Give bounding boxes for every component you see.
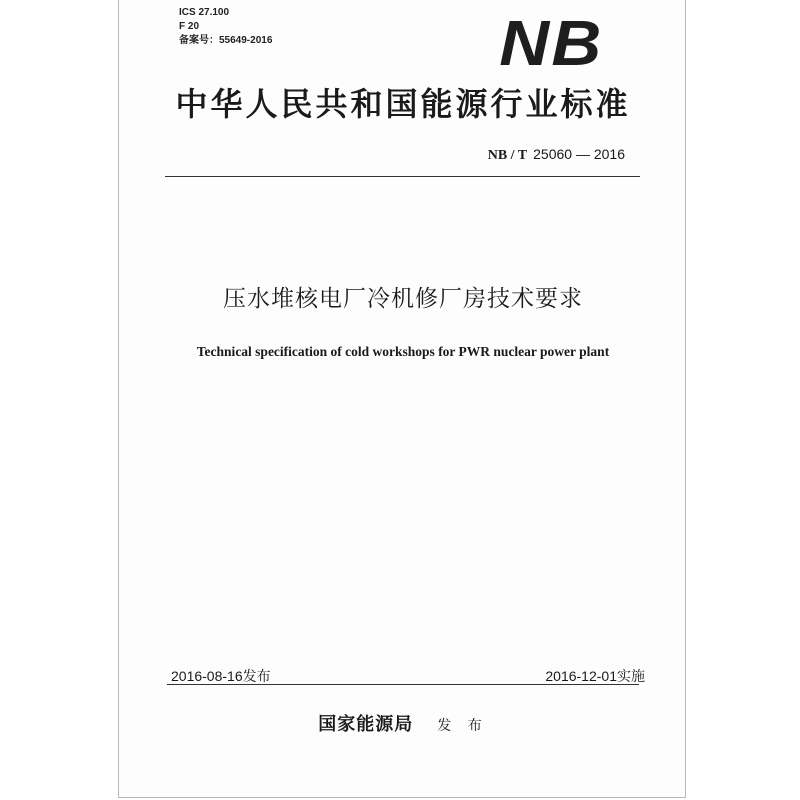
issuing-organization: 国家能源局 — [318, 714, 414, 735]
document-title-chinese: 压水堆核电厂冷机修厂房技术要求 — [223, 286, 583, 312]
top-divider — [165, 176, 640, 177]
standard-number-prefix: NB / T — [487, 148, 528, 163]
implementation-date: 2016-12-01实施 — [545, 668, 645, 684]
cover-metadata — [179, 6, 272, 48]
standard-title: 中华人民共和国能源行业标准 — [175, 85, 631, 123]
issue-action: 发 布 — [437, 718, 488, 734]
standard-cover-page — [118, 0, 686, 798]
issuer-line — [119, 710, 687, 736]
bottom-divider — [167, 684, 639, 685]
document-title-english: Technical specification of cold workshops for PWR nuclear power plant — [196, 344, 610, 359]
classification-code: F 20 — [179, 21, 200, 32]
ics-code: ICS 27.100 — [179, 7, 230, 18]
record-number: 备案号：55649-2016 — [179, 35, 273, 46]
nb-logo: NB — [498, 7, 603, 79]
issue-date: 2016-08-16发布 — [171, 668, 271, 684]
standard-number — [488, 146, 625, 164]
standard-number-value: 25060 — 2016 — [533, 146, 625, 162]
